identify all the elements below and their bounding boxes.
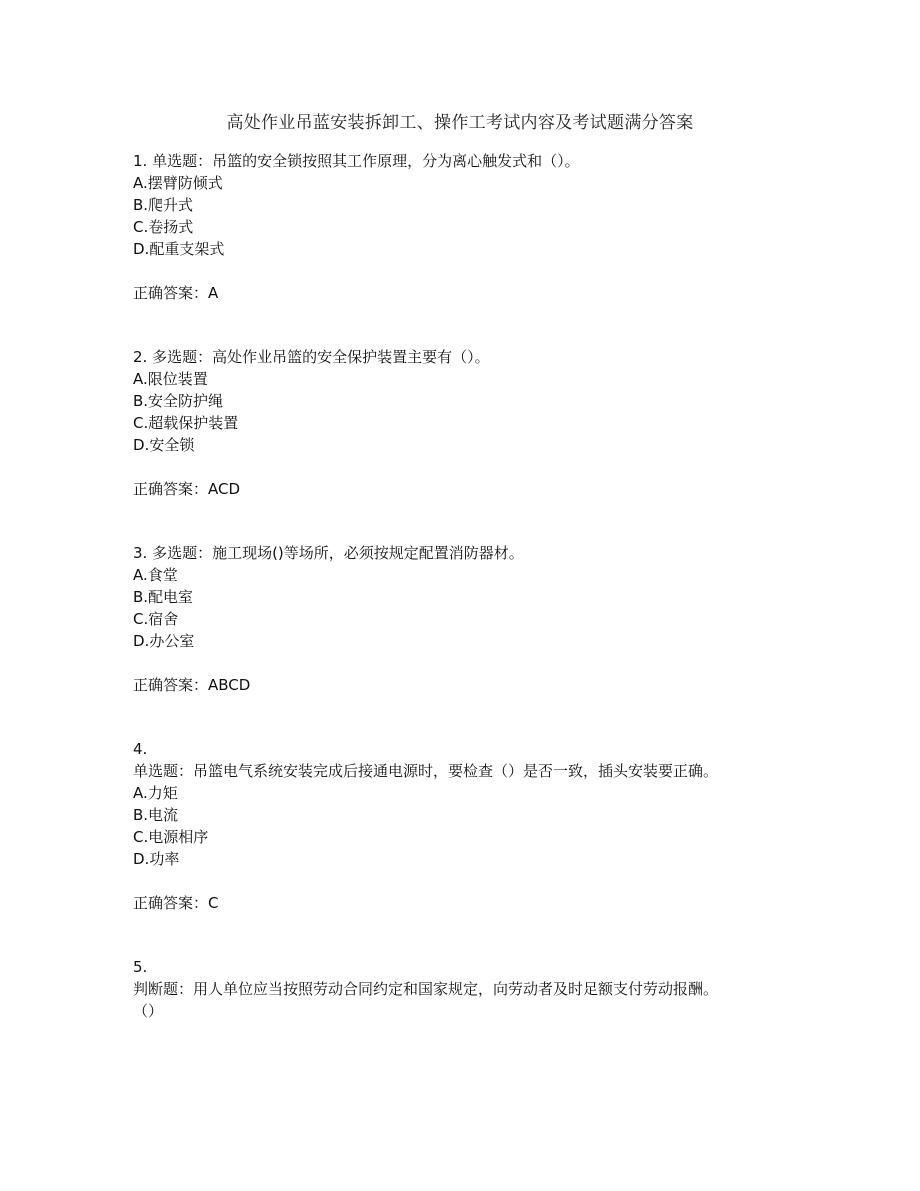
answer-label: 正确答案： <box>133 676 209 694</box>
question-stem: 判断题：用人单位应当按照劳动合同约定和国家规定，向劳动者及时足额支付劳动报酬。 <box>133 980 719 998</box>
option-a: A.食堂 <box>133 566 178 584</box>
option-d: D.功率 <box>133 850 180 868</box>
correct-answer <box>133 478 833 500</box>
question-number: 5. <box>133 958 148 976</box>
option-d: D.配重支架式 <box>133 240 225 258</box>
question-4 <box>133 738 833 914</box>
answer-label: 正确答案： <box>133 480 209 498</box>
question-stem: 2. 多选题：高处作业吊篮的安全保护装置主要有（）。 <box>133 348 490 366</box>
option-d: D.安全锁 <box>133 436 195 454</box>
question-5 <box>133 956 833 1022</box>
option-a: A.限位装置 <box>133 370 208 388</box>
question-stem: 1. 单选题：吊篮的安全锁按照其工作原理，分为离心触发式和（）。 <box>133 152 580 170</box>
answer-value: ACD <box>208 480 241 498</box>
question-1 <box>133 150 833 304</box>
option-c: C.卷扬式 <box>133 218 194 236</box>
option-b: B.安全防护绳 <box>133 392 224 410</box>
question-list <box>133 150 833 1064</box>
correct-answer <box>133 282 833 304</box>
answer-value: A <box>208 284 219 302</box>
answer-value: ABCD <box>208 676 251 694</box>
question-3 <box>133 542 833 696</box>
option-c: C.超载保护装置 <box>133 414 239 432</box>
question-stem-continuation: （） <box>133 1002 164 1020</box>
option-b: B.电流 <box>133 806 179 824</box>
option-c: C.电源相序 <box>133 828 209 846</box>
document-title: 高处作业吊蓝安装拆卸工、操作工考试内容及考试题满分答案 <box>226 113 694 133</box>
answer-label: 正确答案： <box>133 894 209 912</box>
correct-answer <box>133 892 833 914</box>
option-a: A.力矩 <box>133 784 178 802</box>
question-number: 4. <box>133 740 148 758</box>
option-b: B.爬升式 <box>133 196 194 214</box>
answer-value: C <box>208 894 219 912</box>
question-2 <box>133 346 833 500</box>
option-c: C.宿舍 <box>133 610 179 628</box>
question-stem: 单选题：吊篮电气系统安装完成后接通电源时，要检查（）是否一致，插头安装要正确。 <box>133 762 719 780</box>
option-b: B.配电室 <box>133 588 194 606</box>
question-stem: 3. 多选题：施工现场()等场所，必须按规定配置消防器材。 <box>133 544 524 562</box>
option-d: D.办公室 <box>133 632 195 650</box>
answer-label: 正确答案： <box>133 284 209 302</box>
correct-answer <box>133 674 833 696</box>
option-a: A.摆臂防倾式 <box>133 174 223 192</box>
